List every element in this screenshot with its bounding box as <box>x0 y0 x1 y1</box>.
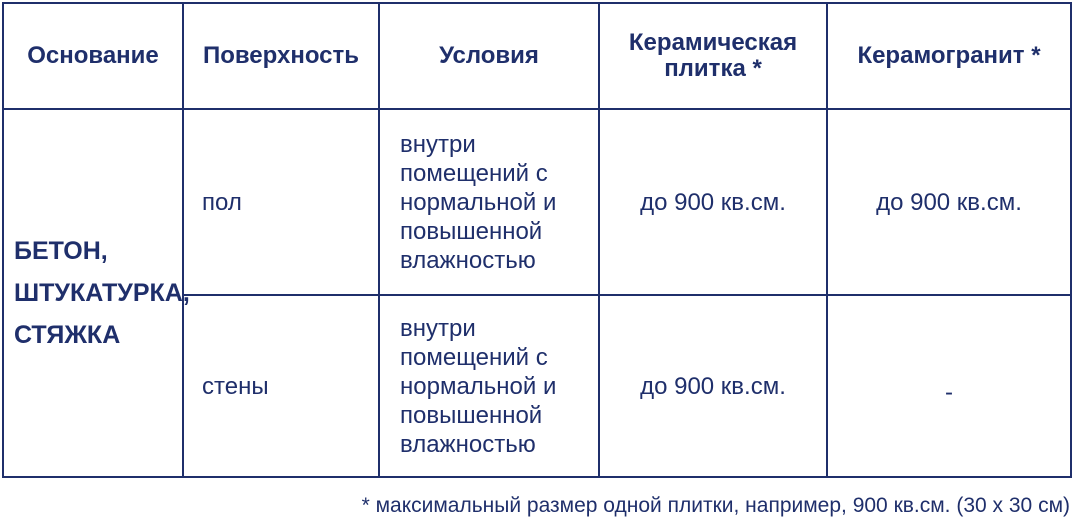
base-material <box>14 110 190 476</box>
porcelain-floor-value: до 900 кв.см. <box>876 188 1022 216</box>
base-material-line2: ШТУКАТУРКА, <box>14 279 190 307</box>
conditions-walls-line: повышенной <box>400 401 543 429</box>
header-conditions-label: Условия <box>439 42 539 69</box>
header-surface <box>184 4 378 108</box>
footnote: * максимальный размер одной плитки, например, 900 кв.см. (30 х 30 см) <box>361 494 1070 517</box>
ceramic-floor <box>600 110 826 294</box>
conditions-walls <box>400 296 598 476</box>
porcelain-walls <box>828 296 1070 476</box>
header-conditions <box>380 4 598 108</box>
ceramic-floor-value: до 900 кв.см. <box>640 188 786 216</box>
conditions-floor <box>400 110 598 294</box>
surface-walls-label: стены <box>202 372 269 400</box>
header-porcelain <box>828 4 1070 108</box>
conditions-floor-line: влажностью <box>400 246 536 274</box>
porcelain-floor <box>828 110 1070 294</box>
header-ceramic-line1: Керамическая <box>628 29 798 56</box>
ceramic-walls-value: до 900 кв.см. <box>640 372 786 400</box>
conditions-floor-line: нормальной и <box>400 188 557 216</box>
surface-walls <box>202 296 378 476</box>
header-porcelain-label: Керамогранит * <box>857 42 1041 69</box>
conditions-walls-line: помещений с <box>400 343 548 371</box>
conditions-floor-line: повышенной <box>400 217 543 245</box>
tile-size-table <box>2 2 1072 478</box>
conditions-walls-line: влажностью <box>400 430 536 458</box>
conditions-floor-line: внутри <box>400 130 476 158</box>
header-base-label: Основание <box>27 42 159 69</box>
header-ceramic <box>600 4 826 108</box>
porcelain-walls-value: - <box>945 378 953 406</box>
surface-floor-label: пол <box>202 188 242 216</box>
header-surface-label: Поверхность <box>202 42 360 69</box>
header-ceramic-line2: плитка * <box>664 55 762 82</box>
conditions-walls-line: нормальной и <box>400 372 557 400</box>
base-material-line3: СТЯЖКА <box>14 321 121 349</box>
ceramic-walls <box>600 296 826 476</box>
base-material-line1: БЕТОН, <box>14 237 108 265</box>
header-base <box>4 4 182 108</box>
conditions-walls-line: внутри <box>400 314 476 342</box>
conditions-floor-line: помещений с <box>400 159 548 187</box>
surface-floor <box>202 110 378 294</box>
